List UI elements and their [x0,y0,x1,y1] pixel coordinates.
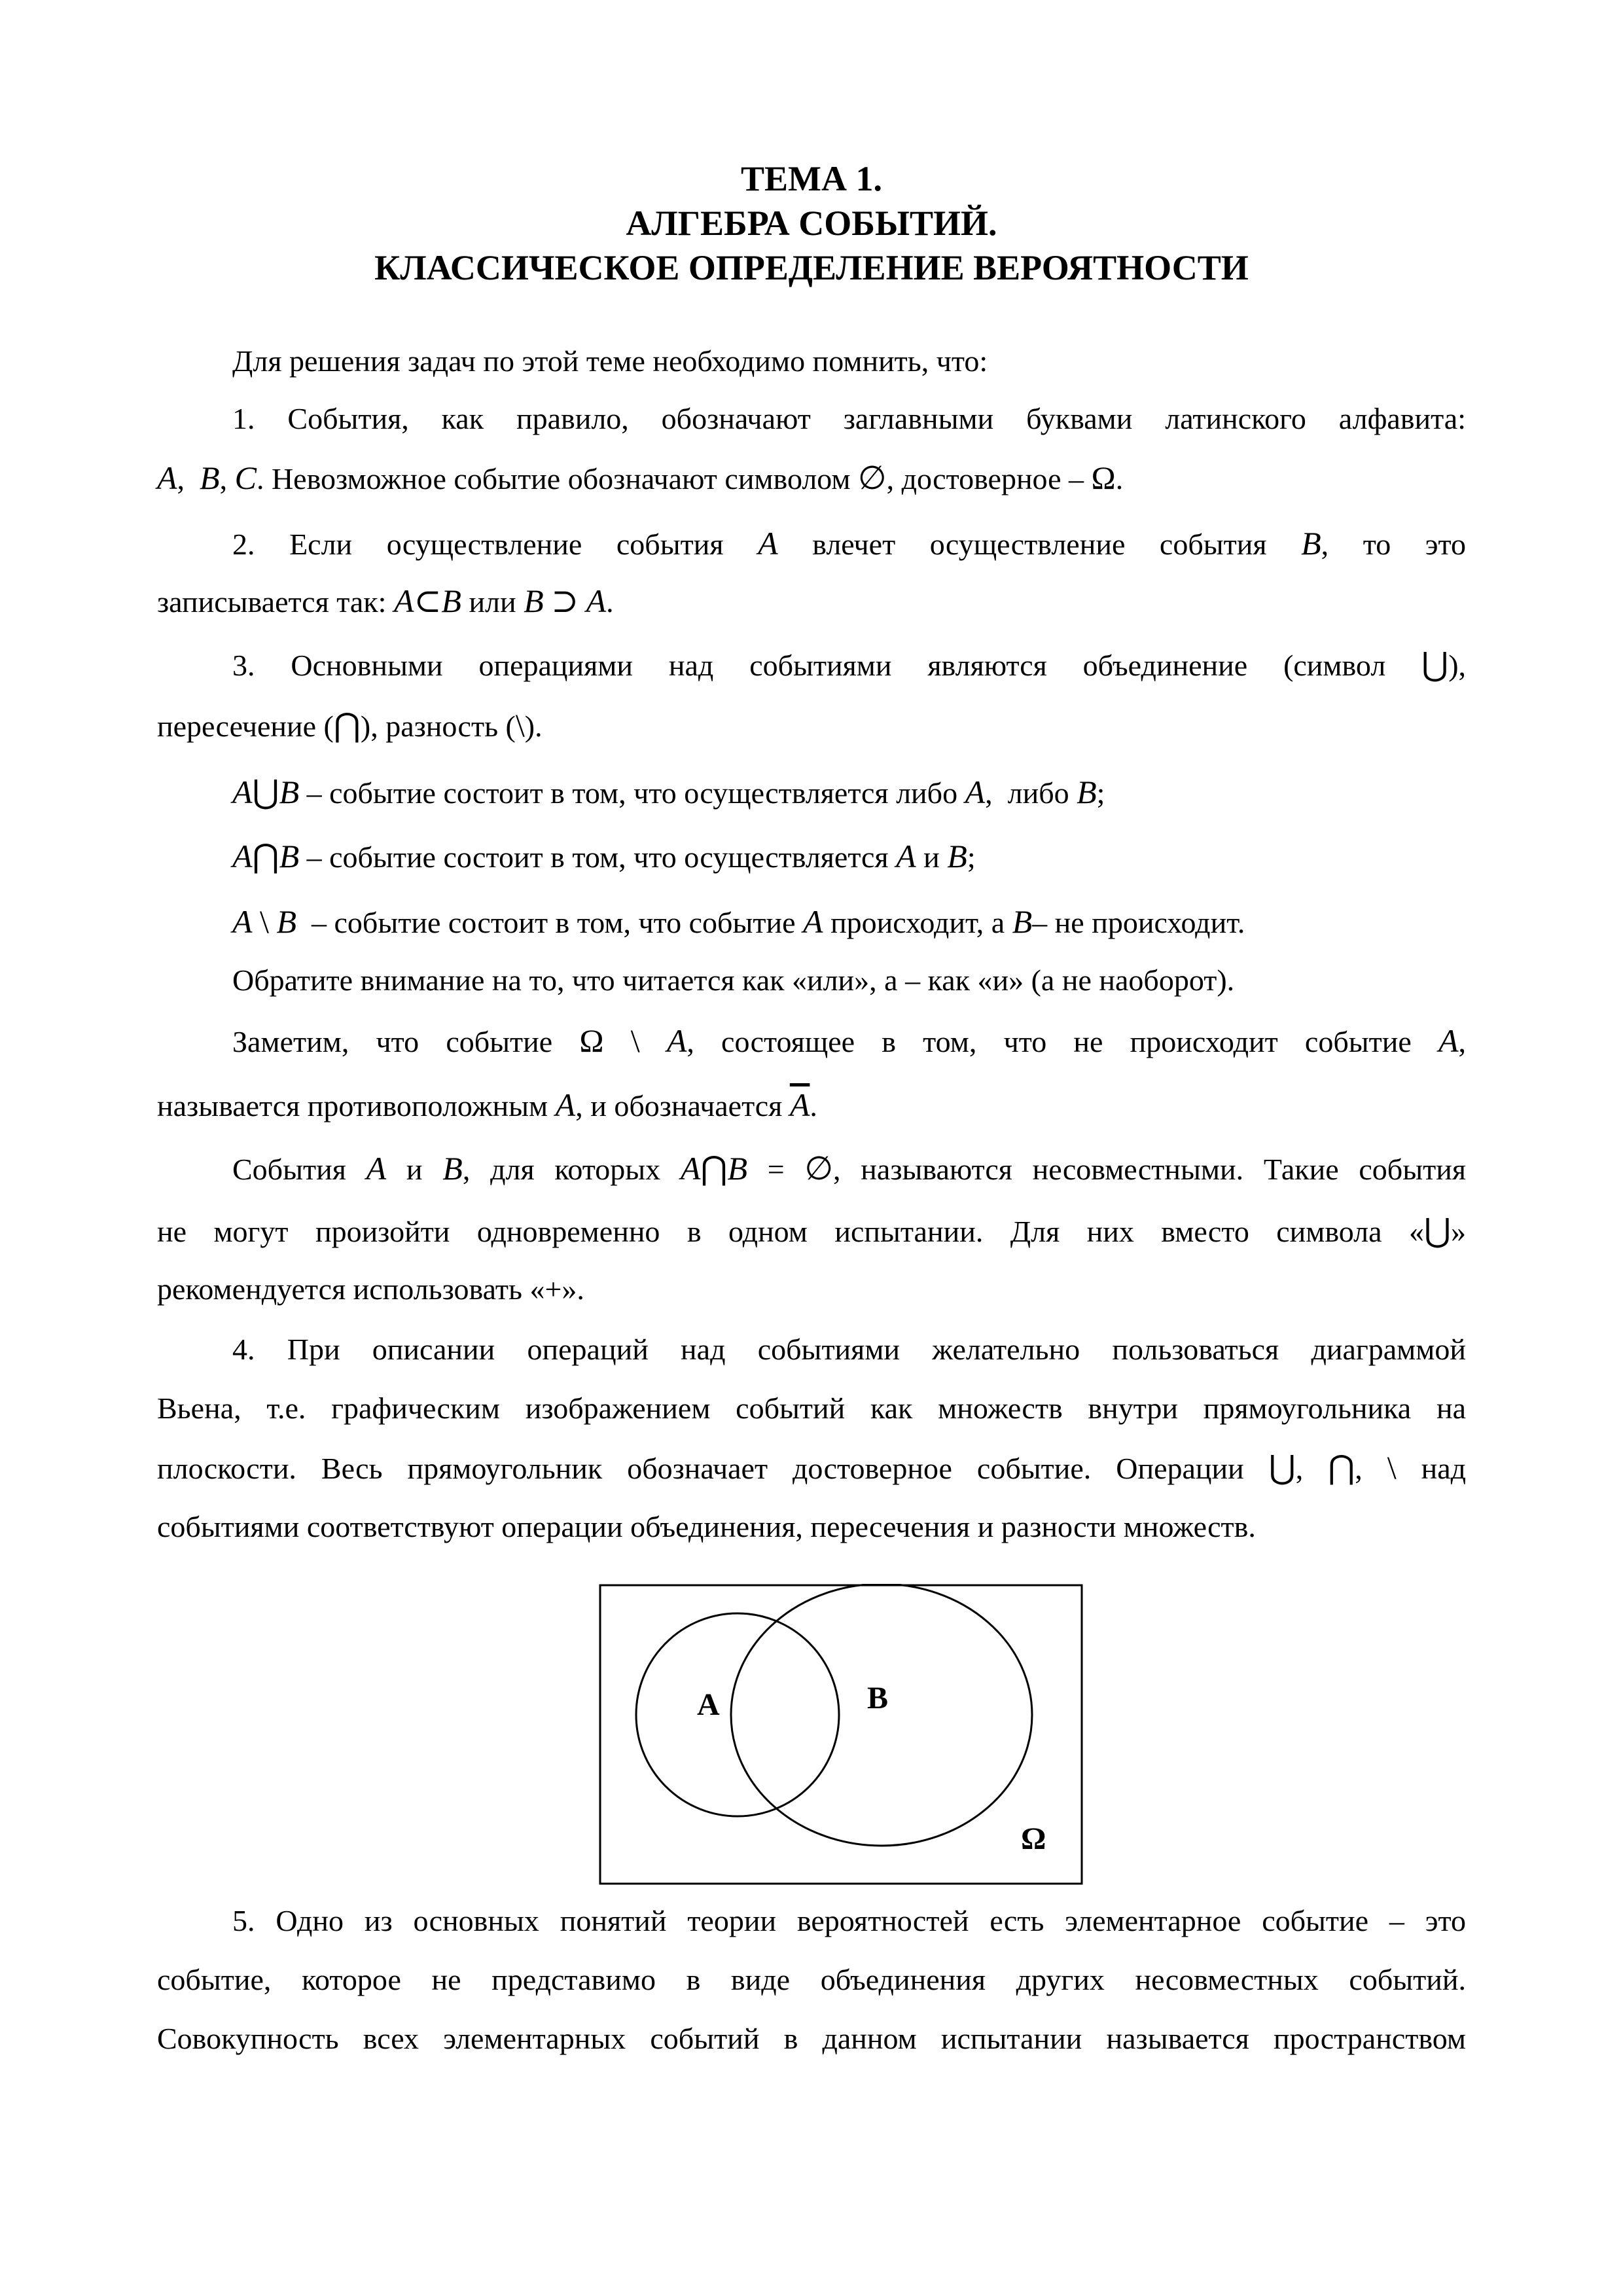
omega-symbol: Ω [1091,459,1116,496]
title-line-2: АЛГЕБРА СОБЫТИЙ. [626,204,997,243]
disjoint-line-3: рекомендуется использовать «+». [157,1272,584,1306]
disjoint-line-2: не могут произойти одновременно в одном испытании. Для них вместо символа «⋃» [157,1212,1466,1249]
complement-symbol: $\overline{A}$ [789,1086,810,1123]
item-4-line-4: событиями соответствуют операции объединения, пересечения и разности множеств. [157,1510,1256,1543]
label-omega: Ω [1021,1821,1046,1856]
empty-set-symbol: ∅ [858,459,887,496]
item-5-line-2: событие, которое не представимо в виде объединения других несовместных событий. [157,1963,1466,1996]
universe-rectangle [600,1585,1082,1884]
item-2-line-2: записывается так: A⊂B или B ⊃ A. [157,583,614,619]
title-line-3: КЛАССИЧЕСКОЕ ОПРЕДЕЛЕНИЕ ВЕРОЯТНОСТИ [374,248,1249,287]
circle-a [636,1613,839,1816]
item-3-line-1: 3. Основными операциями над событиями являются объединение (символ ⋃), [232,646,1467,683]
item-3-line-2: пересечение (⋂), разность (\). [157,707,543,744]
item-1-line-1: 1. События, как правило, обозначают заглавными буквами латинского алфавита: [232,402,1466,435]
label-a: A [697,1687,720,1722]
item-4-line-1: 4. При описании операций над событиями желательно пользоваться диаграммой [232,1333,1466,1366]
title-line-1: ТЕМА 1. [741,159,882,198]
disjoint-line-1: События A и B, для которых A⋂B = ∅, называются несовместными. Такие события [232,1150,1466,1187]
item-1-line-2: A, B, C. Невозможное событие обозначают символом ∅, достоверное – Ω. [157,459,1124,496]
complement-line-2: называется противоположным A, и обозначается $\overline{A}$. [157,1086,817,1123]
note-text: Обратите внимание на то, что читается как «или», а – как «и» (а не наоборот). [232,963,1235,997]
intro-text: Для решения задач по этой теме необходимо помнить, что: [232,344,988,378]
complement-line-1: Заметим, что событие Ω \ A, состоящее в том, что не происходит событие A, [232,1022,1466,1059]
item-2-line-1: 2. Если осуществление события A влечет осуществление события B, то это [232,525,1467,562]
union-definition: A⋃B – событие состоит в том, что осуществляется либо A, либо B; [232,774,1105,810]
intersection-definition: A⋂B – событие состоит в том, что осуществляется A и B; [232,838,976,874]
venn-diagram [599,1584,1083,1885]
item-4-line-2: Вьена, т.е. графическим изображением событий как множеств внутри прямоугольника на [157,1391,1466,1425]
item-4-line-3: плоскости. Весь прямоугольник обозначает достоверное событие. Операции ⋃, ⋂, \ над [157,1449,1467,1486]
item-5-line-3: Совокупность всех элементарных событий в данном испытании называется пространством [157,2022,1466,2055]
item-5-line-1: 5. Одно из основных понятий теории вероятностей есть элементарное событие – это [232,1904,1466,1937]
difference-definition: A \ B – событие состоит в том, что событие A происходит, а B– не происходит. [232,903,1245,940]
label-b: B [867,1681,889,1715]
